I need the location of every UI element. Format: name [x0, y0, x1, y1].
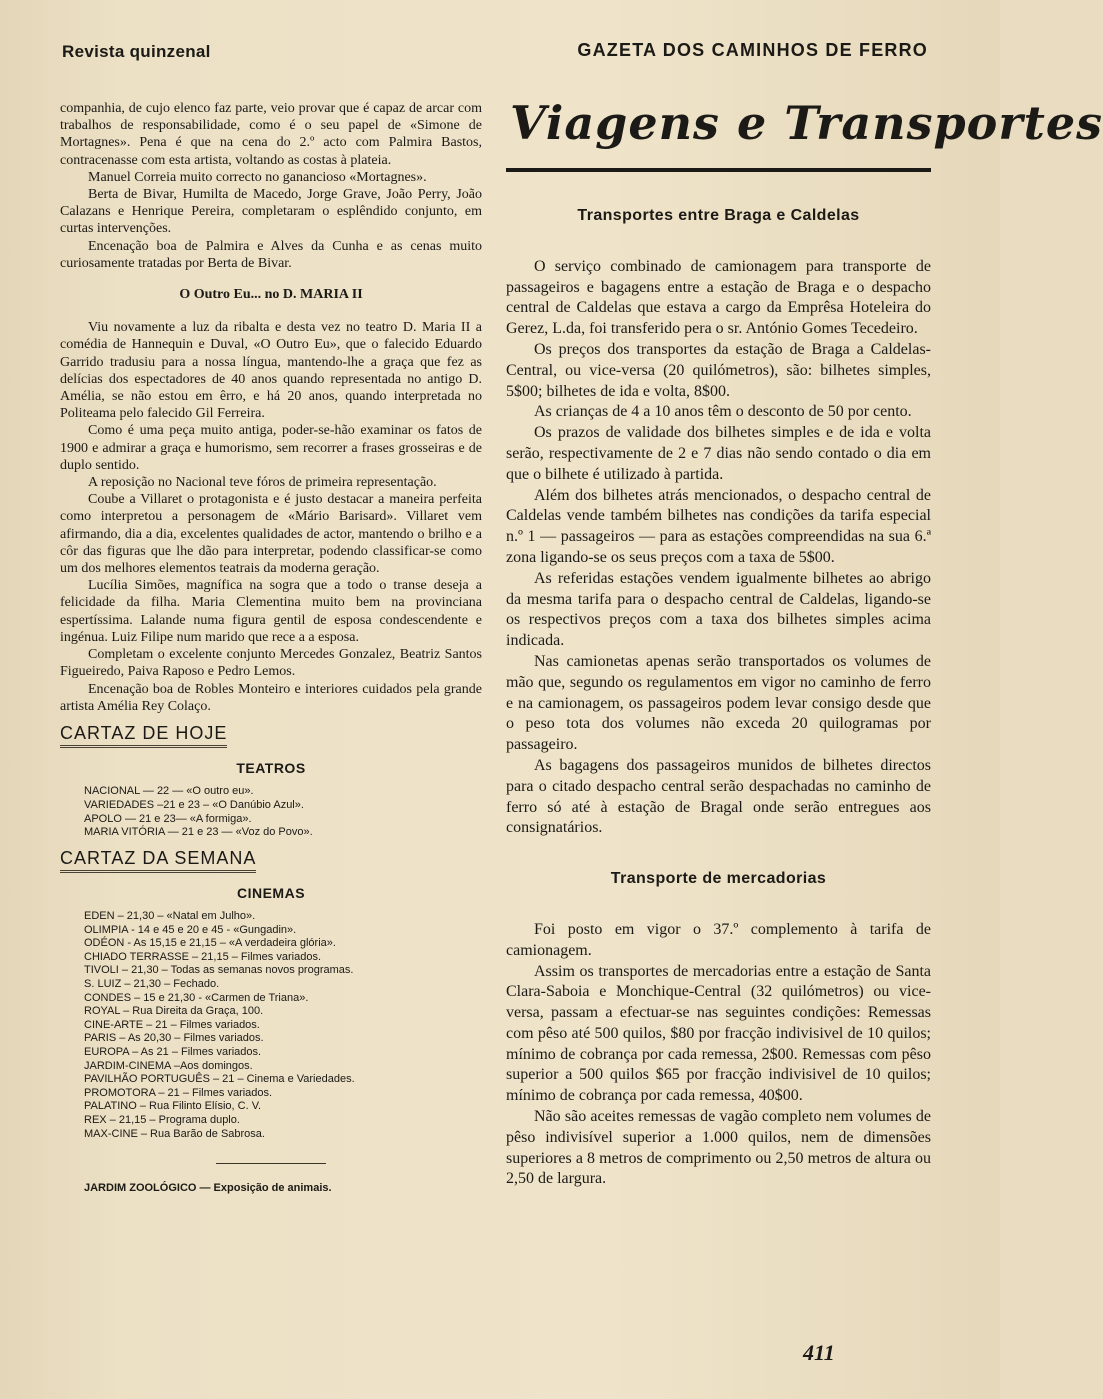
- list-item: REX – 21,15 – Programa duplo.: [84, 1114, 240, 1126]
- list-item: PARIS – As 20,30 – Filmes variados.: [84, 1032, 264, 1045]
- header-left: Revista quinzenal: [62, 42, 211, 61]
- header-right: GAZETA DOS CAMINHOS DE FERRO: [577, 40, 928, 60]
- paragraph: O serviço combinado de camionagem para transporte de passageiros e bagagens entre a estação de Braga e o despacho central de Caldelas que estava a cargo da Emprêsa Hoteleira do Gerez, L.da, foi transferido pera o sr. António Gomes Tecedeiro.: [506, 257, 931, 338]
- paragraph: companhia, de cujo elenco faz parte, veio provar que é capaz de arcar com trabalhos de responsabilidade, como é o seu papel de «Simone de Mortagnes». Pena é que na cena do 2.º acto com Palmira Bastos, contracenasse com esta artista, voltando as costas à plateia.: [60, 101, 482, 168]
- paragraph: Além dos bilhetes atrás mencionados, o despacho central de Caldelas vende também bilhetes nas condições da tarifa especial n.º 1 — passageiros — para as estações compreendidas na sua 6.ª zona ligando-se os seus preços com a taxa de 5$00.: [506, 486, 931, 566]
- list-item: CONDES – 15 e 21,30 - «Carmen de Triana».: [84, 991, 309, 1004]
- list-item: VARIEDADES –21 e 23 – «O Danúbio Azul».: [84, 798, 304, 811]
- paragraph: Manuel Correia muito correcto no ganancioso «Mortagnes».: [88, 169, 427, 185]
- cinemas-list: [84, 910, 482, 1141]
- cartaz-hoje-title: CARTAZ DE HOJE: [60, 725, 227, 748]
- paragraph: Como é uma peça muito antiga, poder-se-hão examinar os fatos de 1900 e admirar a graça e humorismo, sem recorrer a frases grosseiras e de duplo sentido.: [60, 423, 482, 473]
- section-heading-mercadorias: Transporte de mercadorias: [610, 870, 827, 888]
- section-banner: [506, 96, 1103, 172]
- list-item: APOLO — 21 e 23— «A formiga».: [84, 812, 252, 825]
- section-heading-braga-caldelas: Transportes entre Braga e Caldelas: [577, 207, 860, 224]
- paragraph: Não são aceites remessas de vagão completo nem volumes de pêso indivisível superior a 1.000 quilos, nem de dimensões superiores a 8 metros de comprimento ou 2,50 metros de altura ou 2,50 de largura.: [506, 1108, 931, 1188]
- cinemas-heading: CINEMAS: [236, 884, 306, 901]
- list-item: JARDIM-CINEMA –Aos domingos.: [84, 1059, 253, 1072]
- list-item: ROYAL – Rua Direita da Graça, 100.: [84, 1005, 264, 1018]
- zoo-listing: JARDIM ZOOLÓGICO — Exposição de animais.: [84, 1182, 332, 1195]
- article-subheading: O Outro Eu... no D. MARIA II: [179, 287, 363, 303]
- banner-title: Viagens e Transportes: [510, 96, 1103, 150]
- paragraph: Viu novamente a luz da ribalta e desta vez no teatro D. Maria II a comédia de Hannequin e Duval, «O Outro Eu», que o falecido Eduardo Garrido tradusiu para a nossa língua, mantendo-lhe a graça que fez as delícias dos espectadores de 40 anos quando representada no antigo D. Amélia, se não estou em êrro, e há 20 anos, quando interpretada no Politeama pelo falecido Gil Ferreira.: [60, 320, 482, 422]
- list-item: CINE-ARTE – 21 – Filmes variados.: [84, 1018, 260, 1031]
- paragraph: Coube a Villaret o protagonista e é justo destacar a maneira perfeita como interpretou a personagem de «Mário Barisard». Villaret vem afirmando, dia a dia, excelentes qualidades de actor, mantendo o brilho e a côr das figuras que lhe dão para interpretar, podendo classificar-se como um dos melhores elementos teatrais da moderna geração.: [60, 492, 482, 577]
- list-item: OLIMPIA - 14 e 45 e 20 e 45 - «Gungadin».: [84, 923, 297, 936]
- paragraph: Completam o excelente conjunto Mercedes Gonzalez, Beatriz Santos Figueiredo, Paiva Raposo e Pedro Lemos.: [60, 647, 482, 680]
- paragraph: Nas camionetas apenas serão transportados os volumes de mão que, segundo os regulamentos em vigor no caminho de ferro e na camionagem, os passageiros podem levar consigo desde que o peso tota dos volumes não exceda 20 quilogramas por passageiro.: [506, 652, 931, 754]
- left-column: [60, 100, 482, 1197]
- list-item: EDEN – 21,30 – «Natal em Julho».: [84, 910, 256, 923]
- list-item: PAVILHÃO PORTUGUÊS – 21 – Cinema e Variedades.: [84, 1073, 355, 1086]
- list-item: ODÉON - As 15,15 e 21,15 – «A verdadeira glória».: [84, 937, 336, 950]
- list-item: CHIADO TERRASSE – 21,15 – Filmes variados.: [84, 950, 321, 963]
- paragraph: Foi posto em vigor o 37.º complemento à tarifa de camionagem.: [506, 920, 931, 959]
- paragraph: A reposição no Nacional teve fóros de primeira representação.: [88, 475, 437, 491]
- paragraph: Os prazos de validade dos bilhetes simples e de ida e volta serão, respectivamente de 2 e 7 dias não sendo contado o dia em que o bilhete é utilizado à partida.: [506, 424, 931, 483]
- list-item: MAX-CINE – Rua Barão de Sabrosa.: [84, 1127, 265, 1140]
- separator-rule: [216, 1163, 326, 1164]
- cartaz-semana-title: CARTAZ DA SEMANA: [60, 850, 256, 873]
- paragraph: Os preços dos transportes da estação de Braga a Caldelas-Central, ou vice-versa (20 quilómetros), são: bilhetes simples, 5$00; bilhetes de ida e volta, 8$00.: [506, 340, 931, 400]
- list-item: TIVOLI – 21,30 – Todas as semanas novos programas.: [84, 964, 354, 977]
- paragraph: Assim os transportes de mercadorias entre a estação de Santa Clara-Saboia e Monchique-Central (32 quilómetros) ou vice-versa, passam a efectuar-se nas seguintes condições: Remessas com pêso até 500 quilos, $80 por fracção indivisivel de 10 quilos; mínimo de cobrança por cada remessa, 2$00. Remessas com pêso superior a 500 quilos $65 por fracção indivisivel de 10 quilos; mínimo de cobrança por cada remessa, 40$00.: [506, 962, 931, 1105]
- right-column: [506, 206, 931, 1190]
- paragraph: As bagagens dos passageiros munidos de bilhetes directos para o citado despacho central serão despachadas no caminho de ferro só até à estação de Bragal onde serão entregues aos consignatários.: [506, 756, 931, 837]
- list-item: EUROPA – As 21 – Filmes variados.: [84, 1046, 262, 1059]
- list-item: NACIONAL — 22 — «O outro eu».: [84, 785, 254, 798]
- teatros-list: [84, 785, 482, 839]
- paragraph: Lucília Simões, magnífica na sogra que a todo o transe deseja a felicidade da filha. Maria Clementina muito bem na provinciana espertíssima. Lalande numa figura gentil de esposa condescendente e ingénua. Luiz Filipe num marido que rece a a esposa.: [60, 578, 482, 645]
- list-item: MARIA VITÓRIA — 21 e 23 — «Voz do Povo».: [84, 826, 313, 839]
- paragraph: Berta de Bivar, Humilta de Macedo, Jorge Grave, João Perry, João Calazans e Henrique Pereira, completaram o esplêndido conjunto, em curtas intervenções.: [60, 187, 482, 237]
- teatros-heading: TEATROS: [236, 760, 306, 777]
- list-item: S. LUIZ – 21,30 – Fechado.: [84, 978, 220, 991]
- paragraph: Encenação boa de Palmira e Alves da Cunha e as cenas muito curiosamente tratadas por Berta de Bivar.: [60, 238, 482, 271]
- paragraph: Encenação boa de Robles Monteiro e interiores cuidados pela grande artista Amélia Rey Colaço.: [60, 681, 482, 714]
- list-item: PALATINO – Rua Filinto Elísio, C. V.: [84, 1100, 262, 1113]
- list-item: PROMOTORA – 21 – Filmes variados.: [84, 1086, 273, 1099]
- paragraph: As referidas estações vendem igualmente bilhetes ao abrigo da mesma tarifa para o despacho central de Caldelas, ligando-se os respectivos preços com a taxa dos bilhetes simples acima indicada.: [506, 569, 931, 650]
- page-number: 411: [803, 1340, 835, 1365]
- paragraph: As crianças de 4 a 10 anos têm o desconto de 50 por cento.: [534, 403, 912, 421]
